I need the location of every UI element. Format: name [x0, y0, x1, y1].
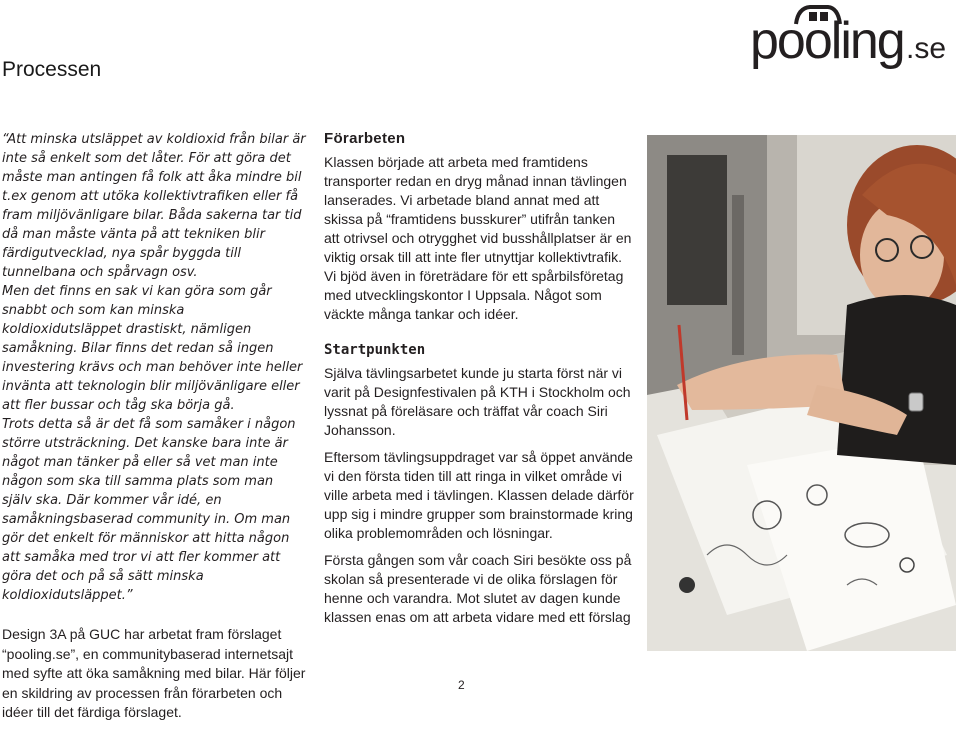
page-number: 2 [458, 678, 465, 692]
intro-paragraph: Design 3A på GUC har arbetat fram förslaget “pooling.se”, en communitybaserad internetsajt med syfte att öka samåkning med bilar. Här följer en skildring av processen från förarbeten och idéer till det färdiga förslaget. [2, 626, 306, 720]
heading-forarbeten: Förarbeten [324, 130, 406, 147]
quote-paragraph: Trots detta så är det få som samåker i någon större utsträckning. Det kanske bara inte är något man tänker på eller så vet man inte någon som ska till samma plats som man själv ska. Där kommer vår idé, en samåkningsbaserad community in. Om man gör det enkelt för människor att hitta någon att samåka med tror vi att fler kommer att göra det och på så sätt minska koldioxidutsläppet.” [2, 417, 296, 603]
pooling-logo [748, 2, 958, 70]
paragraph-startpunkten: Själva tävlingsarbetet kunde ju starta först när vi varit på Designfestivalen på KTH i Stockholm och lyssnat på föreläsare och träffat vår coach Siri Johansson. [324, 365, 631, 438]
heading-startpunkten: Startpunkten [324, 342, 426, 358]
quote-paragraph: Men det finns en sak vi kan göra som går snabbt och som kan minska koldioxidutsläppet drastiskt, nämligen samåkning. Bilar finns det redan så ingen investering krävs och man behöver inte heller invänta att teknologin blir miljövänligare eller att fler bussar och tåg ska börja gå. [2, 284, 303, 413]
paragraph-brainstorm: Eftersom tävlingsuppdraget var så öppet använde vi den första tiden till att ringa in vilket område vi ville arbeta med i tävlingen. Klassen delade därför upp sig i mindre grupper som brainstormade kring olika problemområden och lösningar. [324, 449, 634, 541]
quote-paragraph: “Att minska utsläppet av koldioxid från bilar är inte så enkelt som det låter. För att göra det måste man antingen få folk att åka mindre bil t.ex genom att utöka kollektivtrafiken eller få fram miljövänligare bilar. Båda sakerna tar tid då man måste vänta på att tekniken blir färdigutvecklad, nya spår byggda till tunnelbana och spårvagn osv. [2, 132, 306, 280]
svg-text:.se: .se [906, 32, 947, 65]
left-column [2, 130, 306, 737]
page-title: Processen [2, 58, 102, 81]
quote-block [2, 130, 306, 605]
student-sketching-photo [647, 135, 956, 651]
svg-text:pooling: pooling [750, 12, 904, 70]
paragraph-forarbeten: Klassen började att arbeta med framtidens transporter redan en dryg månad innan tävlingen lanserades. Vi arbetade bland annat med att skissa på “framtidens busskurer” utifrån tanken att otrivsel och otrygghet vid busshållplatser är en viktig orsak till att inte fler utnyttjar kollektivtrafik. Vi bjöd även in företrädare för ett spårbilsföretag med utvecklingskontor I Uppsala. Något som väckte många tankar och idéer. [324, 154, 632, 322]
middle-column [324, 130, 634, 627]
paragraph-coach-visit: Första gången som vår coach Siri besökte oss på skolan så presenterade vi de olika förslagen för henne och varandra. Mot slutet av dagen kunde klassen enas om att arbeta vidare med ett förslag [324, 552, 632, 625]
